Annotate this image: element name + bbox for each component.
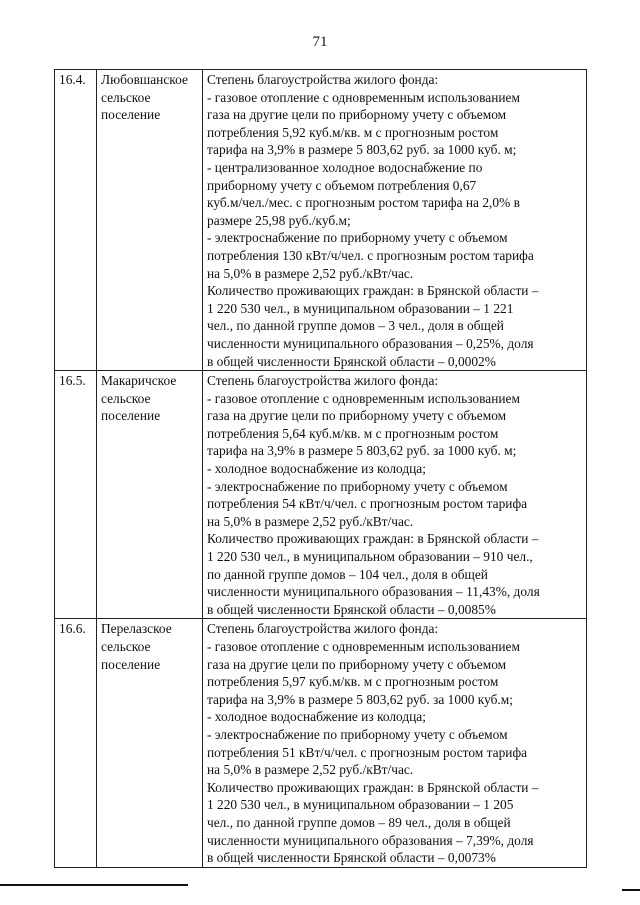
description-line: тарифа на 3,9% в размере 5 803,62 руб. за 1000 куб.м; (207, 691, 513, 707)
row-number: 16.4. (55, 70, 97, 371)
description-line: потребления 54 кВт/ч/чел. с прогнозным ростом тарифа (207, 496, 528, 512)
description-line: - холодное водоснабжение из колодца; (207, 709, 426, 725)
settlement-name-line: сельское (101, 89, 151, 105)
settlement-name (97, 619, 203, 867)
description-line: по данной группе домов – 104 чел., доля в общей (207, 566, 488, 582)
settlement-name-line: Перелазское (101, 621, 172, 637)
row-number: 16.6. (55, 619, 97, 867)
description-line: газа на другие цели по приборному учету с объемом (207, 408, 507, 424)
settlement-name-line: Любовшанское (101, 72, 188, 87)
description-line: Степень благоустройства жилого фонда: (207, 621, 439, 637)
description-line: тарифа на 3,9% в размере 5 803,62 руб. за 1000 куб. м; (207, 142, 517, 158)
description-line: - электроснабжение по приборному учету с объемом (207, 726, 508, 742)
description-line: численности муниципального образования – 0,25%, доля (207, 335, 534, 351)
table-row (55, 371, 587, 619)
description-line: 1 220 530 чел., в муниципальном образовании – 1 205 (207, 797, 514, 813)
settlements-table (54, 69, 587, 868)
row-number: 16.5. (55, 371, 97, 619)
settlement-name-line: поселение (101, 408, 161, 424)
description-line: потребления 5,64 куб.м/кв. м с прогнозным ростом (207, 425, 499, 441)
table-row (55, 619, 587, 867)
description-line: - электроснабжение по приборному учету с объемом (207, 478, 508, 494)
description-line: численности муниципального образования – 7,39%, доля (207, 832, 534, 848)
settlement-name (97, 371, 203, 619)
description-line: в общей численности Брянской области – 0,0002% (207, 353, 496, 369)
description-line: на 5,0% в размере 2,52 руб./кВт/час. (207, 762, 414, 778)
description-line: газа на другие цели по приборному учету с объемом (207, 656, 507, 672)
description-line: Степень благоустройства жилого фонда: (207, 373, 439, 389)
description-line: потребления 5,97 куб.м/кв. м с прогнозным ростом (207, 674, 499, 690)
description-line: - газовое отопление с одновременным использованием (207, 390, 520, 406)
description-line: - холодное водоснабжение из колодца; (207, 461, 426, 477)
description-line: Количество проживающих граждан: в Брянской области – (207, 283, 539, 299)
settlement-name-line: сельское (101, 639, 151, 654)
description-line: Степень благоустройства жилого фонда: (207, 72, 439, 87)
description-line: в общей численности Брянской области – 0,0085% (207, 601, 496, 617)
footer-rule (0, 884, 188, 886)
description-line: куб.м/чел./мес. с прогнозным ростом тарифа на 2,0% в (207, 195, 520, 211)
description-line: - газовое отопление с одновременным использованием (207, 89, 520, 105)
settlement-name-line: поселение (101, 656, 161, 672)
description-line: на 5,0% в размере 2,52 руб./кВт/час. (207, 265, 414, 281)
description-line: тарифа на 3,9% в размере 5 803,62 руб. за 1000 куб. м; (207, 443, 517, 459)
page-number: 71 (312, 34, 328, 50)
description-line: - электроснабжение по приборному учету с объемом (207, 230, 508, 246)
description-line: чел., по данной группе домов – 89 чел., доля в общей (207, 814, 511, 830)
description-line: 1 220 530 чел., в муниципальном образовании – 910 чел., (207, 549, 533, 565)
settlement-name (97, 70, 203, 371)
description-line: размере 25,98 руб./куб.м; (207, 212, 351, 228)
settlement-description (203, 70, 587, 371)
table-body (55, 70, 587, 868)
description-line: потребления 5,92 куб.м/кв. м с прогнозным ростом (207, 124, 499, 140)
description-line: Количество проживающих граждан: в Брянской области – (207, 531, 539, 547)
description-line: газа на другие цели по приборному учету с объемом (207, 107, 507, 123)
description-line: на 5,0% в размере 2,52 руб./кВт/час. (207, 513, 414, 529)
settlement-description (203, 371, 587, 619)
description-line: потребления 130 кВт/ч/чел. с прогнозным ростом тарифа (207, 247, 534, 263)
description-line: в общей численности Брянской области – 0,0073% (207, 850, 496, 866)
margin-mark (622, 889, 640, 891)
description-line: Количество проживающих граждан: в Брянской области – (207, 779, 539, 795)
description-line: приборному учету с объемом потребления 0,67 (207, 177, 477, 193)
description-line: 1 220 530 чел., в муниципальном образовании – 1 221 (207, 300, 514, 316)
settlement-name-line: Макаричское (101, 373, 177, 389)
settlement-description (203, 619, 587, 867)
table-row (55, 70, 587, 371)
description-line: численности муниципального образования – 11,43%, доля (207, 584, 540, 600)
description-line: - централизованное холодное водоснабжение по (207, 159, 483, 175)
description-line: - газовое отопление с одновременным использованием (207, 639, 520, 654)
description-line: потребления 51 кВт/ч/чел. с прогнозным ростом тарифа (207, 744, 528, 760)
settlement-name-line: поселение (101, 107, 161, 123)
description-line: чел., по данной группе домов – 3 чел., доля в общей (207, 318, 504, 334)
settlement-name-line: сельское (101, 390, 151, 406)
